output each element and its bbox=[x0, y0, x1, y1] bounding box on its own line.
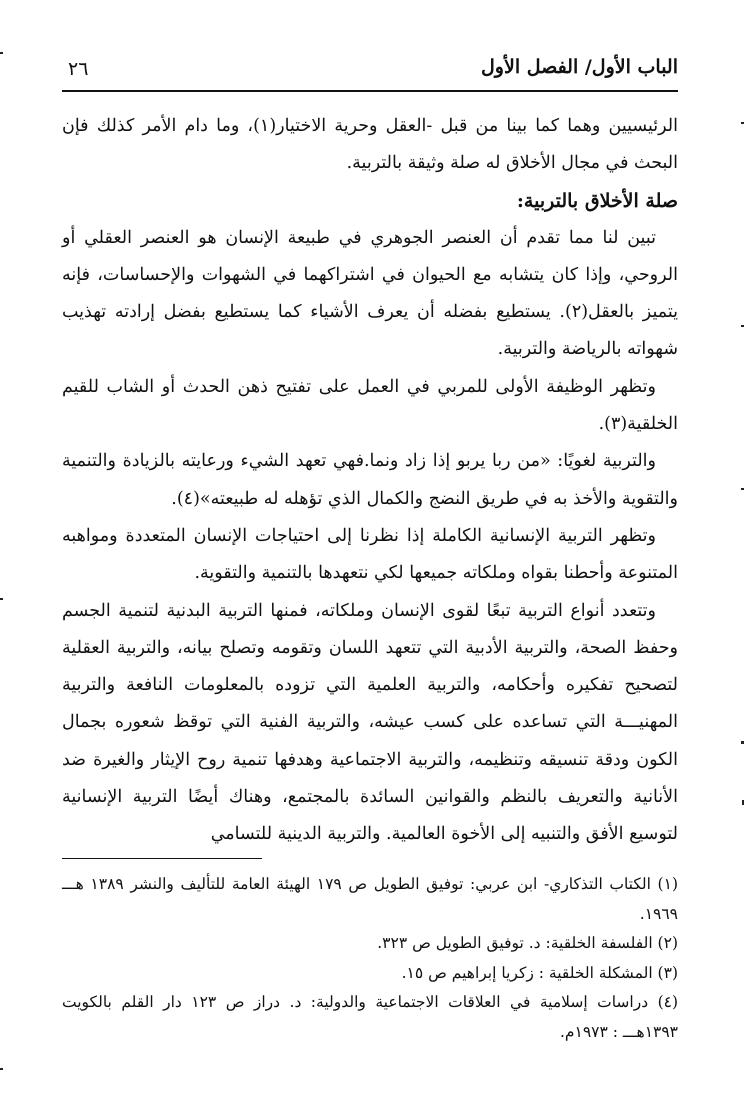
scan-mark bbox=[741, 122, 744, 124]
paragraph: وتظهر التربية الإنسانية الكاملة إذا نظرنا إلى احتياجات الإنسان المتعددة ومواهبه المتنوعة وأحطنا بقواه وملكاته جميعها لكي نتعهدها بالتنمية والتقوية. bbox=[62, 525, 678, 584]
footnote: (٢) الفلسفة الخلقية: د. توفيق الطويل ص ٣٢٣. bbox=[377, 934, 678, 952]
book-page bbox=[62, 50, 678, 1090]
scan-mark bbox=[0, 1068, 3, 1070]
scan-mark bbox=[741, 488, 744, 490]
main-text bbox=[62, 108, 678, 854]
footnote: (١) الكتاب التذكاري- ابن عربي: توفيق الطويل ص ١٧٩ الهيئة العامة للتأليف والنشر ١٣٨٩ هـــ ١٩٦٩. bbox=[62, 875, 678, 923]
footnote-rule bbox=[62, 858, 262, 859]
paragraph: وتتعدد أنواع التربية تبعًا لقوى الإنسان وملكاته، فمنها التربية البدنية لتنمية الجسم وحفظ الصحة، والتربية الأدبية التي تتعهد اللسان وتقومه وتصلح بيانه، والتربية العقلية لتصحيح تفكيره وأحكامه، والتربية العلمية التي تزوده بالمعلومات النافعة والتربية المهنيـــة التي تساعده على كسب عيشه، والتربية الفنية التي توقظ شعوره بجمال الكون ودقة تنسيقه وتنظيمه، والتربية الاجتماعية وهدفها تنمية روح الإيثار والغيرة ضد الأنانية والتعريف بالنظم والقوانين السائدة بالمجتمع، وهناك أيضًا التربية الإنسانية لتوسيع الأفق والتنبيه إلى الأخوة العالمية. والتربية الدينية للتسامي bbox=[62, 600, 678, 845]
footnote: (٤) دراسات إسلامية في العلاقات الاجتماعية والدولية: د. دراز ص ١٢٣ دار القلم بالكويت ١٣٩٣هـــ : ١٩٧٣م. bbox=[62, 993, 679, 1041]
scan-mark bbox=[741, 325, 744, 327]
page-number: ٢٦ bbox=[68, 58, 89, 80]
footnotes bbox=[62, 870, 678, 1047]
paragraph: وتظهر الوظيفة الأولى للمربي في العمل على تفتيح ذهن الحدث أو الشاب للقيم الخلقية(٣). bbox=[62, 376, 678, 435]
section-heading: صلة الأخلاق بالتربية: bbox=[516, 189, 678, 212]
paragraph: الرئيسيين وهما كما بينا من قبل -العقل وحرية الاختيار(١)، وما دام الأمر كذلك فإن البحث في مجال الأخلاق له صلة وثيقة بالتربية. bbox=[62, 116, 678, 174]
scan-mark bbox=[741, 741, 744, 744]
paragraph: تبين لنا مما تقدم أن العنصر الجوهري في طبيعة الإنسان هو العنصر العقلي أو الروحي، وإذا كان يتشابه مع الحيوان في اشتراكهما في الشهوات والإحساسات، فإنه يتميز بالعقل(٢). يستطيع بفضله أن يعرف الأشياء كما يستطيع بفضل إرادته تهذيب شهواته بالرياضة والتربية. bbox=[62, 227, 678, 360]
scan-mark bbox=[742, 800, 744, 805]
scan-mark bbox=[0, 598, 3, 600]
paragraph: والتربية لغويًا: «من ربا يربو إذا زاد ونما.فهي تعهد الشيء ورعايته بالزيادة والتنمية والتقوية والأخذ به في طريق النضج والكمال الذي تؤهله له طبيعته»(٤). bbox=[62, 451, 678, 509]
chapter-title: الباب الأول/ الفصل الأول bbox=[481, 56, 678, 78]
footnote: (٣) المشكلة الخلقية : زكريا إبراهيم ص ١٥. bbox=[401, 963, 678, 982]
header-rule bbox=[62, 90, 678, 92]
scan-mark bbox=[0, 52, 3, 54]
running-header bbox=[62, 50, 678, 86]
